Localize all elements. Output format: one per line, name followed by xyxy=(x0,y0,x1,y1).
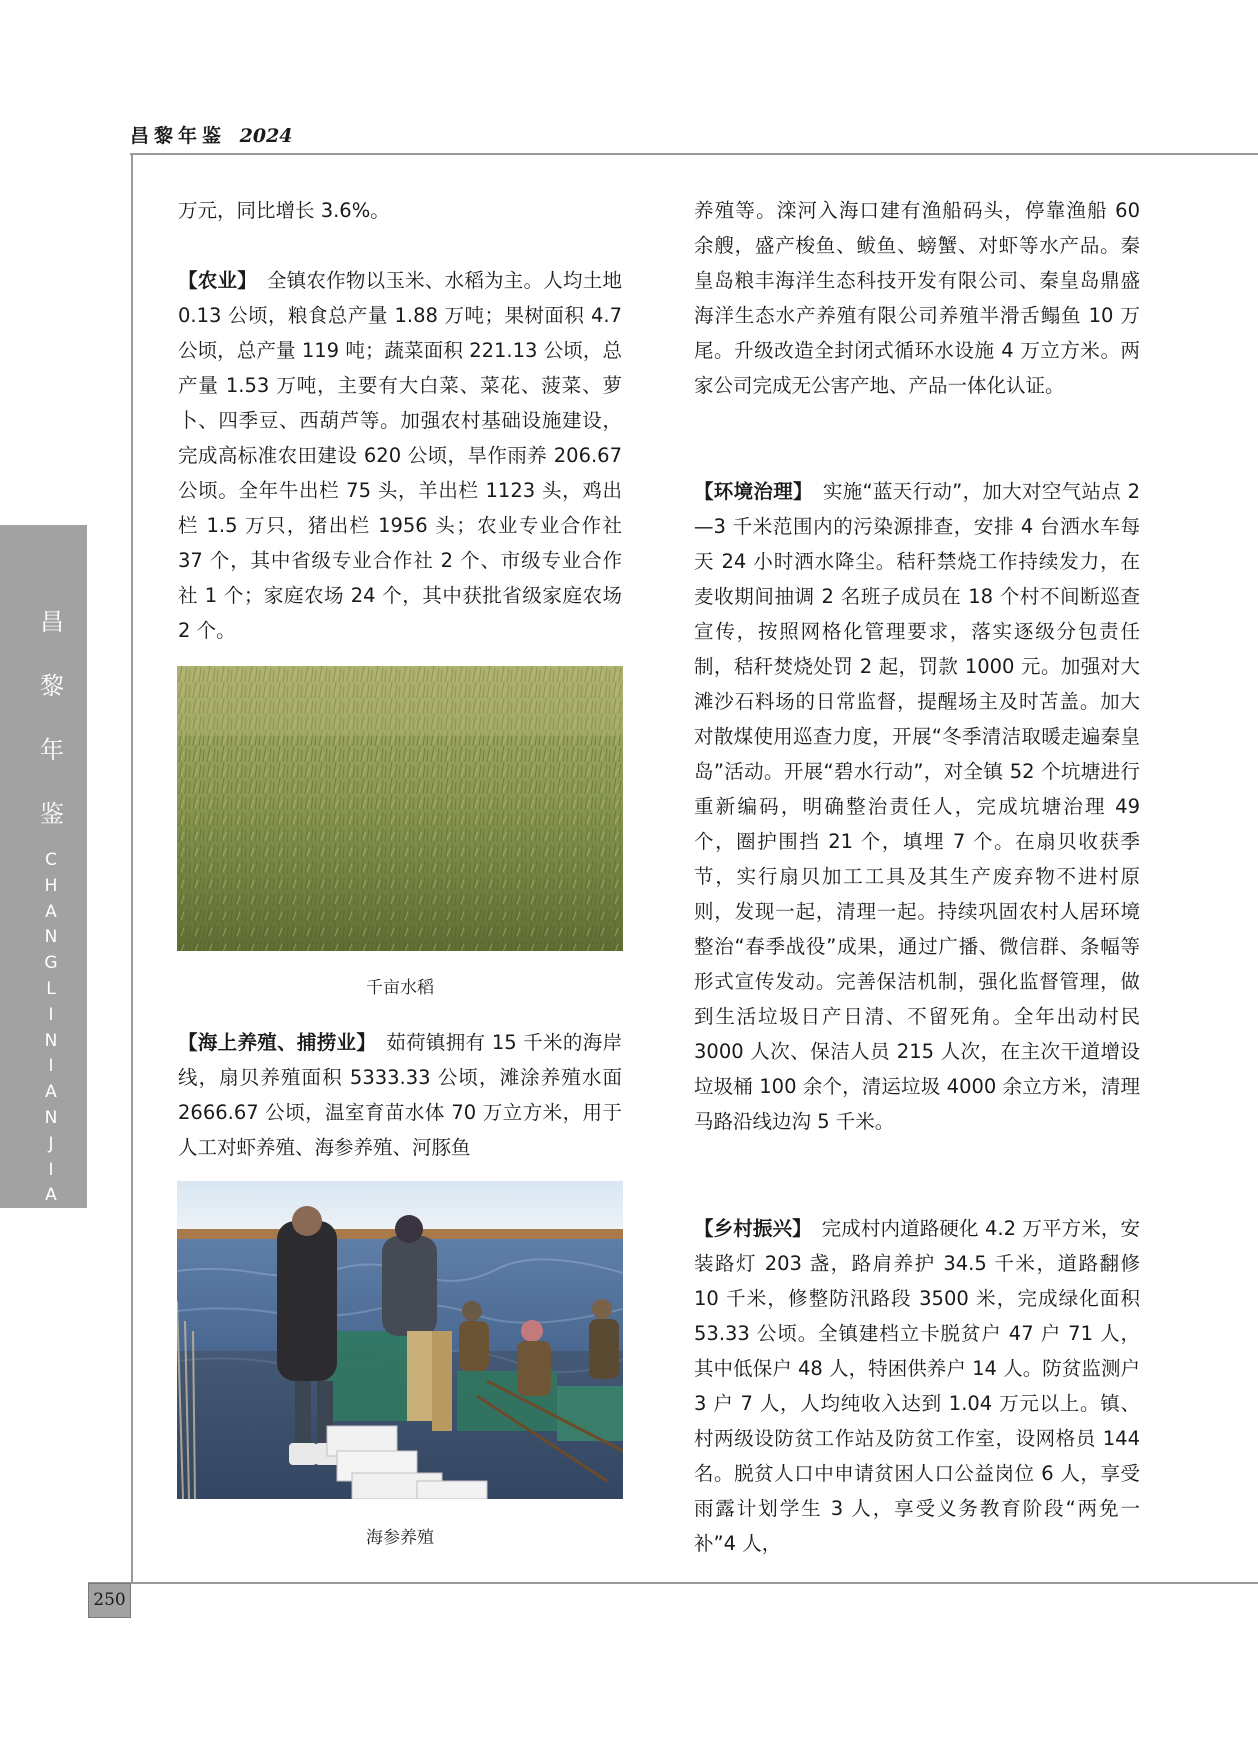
paragraph xyxy=(694,474,1140,1139)
side-en-char: H xyxy=(44,875,58,896)
side-en-char: N xyxy=(44,1107,58,1128)
aquaculture-text: 茹荷镇拥有 15 千米的海岸线，扇贝养殖面积 5333.33 公顷，滩涂养殖水面 2666.67 公顷，温室育苗水体 70 万立方米，用于人工对虾养殖、海参养殖、河豚鱼 xyxy=(178,1031,622,1159)
frame-bottom-rule xyxy=(88,1582,1258,1584)
section-tag-environment: 【环境治理】 xyxy=(694,480,804,503)
side-en-char: A xyxy=(45,1082,57,1103)
side-en-char: L xyxy=(46,978,56,999)
agriculture-text: 全镇农作物以玉米、水稻为主。人均土地 0.13 公顷，粮食总产量 1.88 万吨；果树面积 4.7 公顷，总产量 119 吨；蔬菜面积 221.13 公顷，总产量 1.53 万吨，主要有大白菜、菜花、菠菜、萝卜、四季豆、西葫芦等。加强农村基础设施建设，完成高标准农田建设 620 公顷，旱作雨养 206.67 公顷。全年牛出栏 75 头，羊出栏 1123 头，鸡出栏 1.5 万只，猪出栏 1956 头；农业专业合作社 37 个，其中省级专业合作社 2 个、市级专业合作社 1 个；家庭农场 24 个，其中获批省级家庭农场 2 个。 xyxy=(178,269,622,642)
aquaculture-continued xyxy=(694,193,1140,403)
side-en-char: I xyxy=(48,1159,54,1180)
section-tag-agriculture: 【农业】 xyxy=(178,269,248,292)
paragraph xyxy=(178,1025,622,1165)
side-en-char: J xyxy=(48,1133,54,1154)
page-number: 250 xyxy=(88,1583,131,1618)
aquaculture-section xyxy=(178,1025,622,1165)
side-cn-char: 昌 xyxy=(40,608,64,636)
side-en-char: I xyxy=(48,1056,54,1077)
frame-left-rule xyxy=(131,153,133,1583)
sea-cucumber-farming-photo xyxy=(177,1181,623,1499)
header-year: 2024 xyxy=(239,125,293,147)
agriculture-section xyxy=(178,263,622,648)
side-en-char: G xyxy=(44,953,58,974)
side-en-char: N xyxy=(44,1030,58,1051)
section-tag-rural: 【乡村振兴】 xyxy=(694,1217,803,1240)
side-en-char: I xyxy=(48,1004,54,1025)
side-tab-cn-title xyxy=(38,590,66,846)
left-column-intro xyxy=(178,193,622,228)
frame-top-rule xyxy=(130,153,1258,155)
yearbook-header xyxy=(130,121,293,148)
rural-revitalization-section xyxy=(694,1211,1140,1561)
rice-field-photo xyxy=(177,666,623,951)
side-en-char: A xyxy=(45,1185,57,1206)
paragraph xyxy=(694,1211,1140,1561)
photo-caption-rice: 千亩水稻 xyxy=(366,978,434,998)
environment-text: 实施“蓝天行动”，加大对空气站点 2—3 千米范围内的污染源排查，安排 4 台洒水车每天 24 小时洒水降尘。秸秆禁烧工作持续发力，在麦收期间抽调 2 名班子成员在 18 个村不间断巡查宣传，按照网格化管理要求，落实逐级分包责任制，秸秆焚烧处罚 2 起，罚款 1000 元。加强对大滩沙石料场的日常监督，提醒场主及时苫盖。加大对散煤使用巡查力度，开展“冬季清洁取暖走遍秦皇岛”活动。开展“碧水行动”，对全镇 52 个坑塘进行重新编码，明确整治责任人，完成坑塘治理 49 个，圈护围挡 21 个，填埋 7 个。在扇贝收获季节，实行扇贝加工工具及其生产废弃物不进村原则，发现一起，清理一起。持续巩固农村人居环境整治“春季战役”成果，通过广播、微信群、条幅等形式宣传发动。完善保洁机制，强化监督管理，做到生活垃圾日产日清、不留死角。全年出动村民 3000 人次、保洁人员 215 人次，在主次干道增设垃圾桶 100 余个，清运垃圾 4000 余立方米，清理马路沿线边沟 5 千米。 xyxy=(694,480,1140,1133)
paragraph: 万元，同比增长 3.6%。 xyxy=(178,199,390,222)
side-en-char: N xyxy=(44,927,58,948)
side-cn-char: 黎 xyxy=(40,672,64,700)
photo-caption-sea-cucumber: 海参养殖 xyxy=(366,1528,434,1548)
side-cn-char: 年 xyxy=(40,736,64,764)
side-tab-en-title xyxy=(42,848,60,1235)
side-en-char: C xyxy=(45,850,57,870)
rural-text: 完成村内道路硬化 4.2 万平方米，安装路灯 203 盏，路肩养护 34.5 千米，道路翻修 10 千米，修整防汛路段 3500 米，完成绿化面积 53.33 公顷。全镇建档立卡脱贫户 47 户 71 人，其中低保户 48 人，特困供养户 14 人。防贫监测户 3 户 7 人，人均纯收入达到 1.04 万元以上。镇、村两级设防贫工作站及防贫工作室，设网格员 144 名。脱贫人口中申请贫困人口公益岗位 6 人，享受雨露计划学生 3 人，享受义务教育阶段“两免一补”4 人， xyxy=(694,1217,1140,1555)
side-cn-char: 鉴 xyxy=(40,800,64,828)
section-tag-aquaculture: 【海上养殖、捕捞业】 xyxy=(178,1031,367,1054)
header-title-text: 昌黎年鉴 xyxy=(130,125,227,147)
paragraph: 养殖等。滦河入海口建有渔船码头，停靠渔船 60 余艘，盛产梭鱼、鲅鱼、螃蟹、对虾等水产品。秦皇岛粮丰海洋生态科技开发有限公司、秦皇岛鼎盛海洋生态水产养殖有限公司养殖半滑舌鳎鱼 10 万尾。升级改造全封闭式循环水设施 4 万立方米。两家公司完成无公害产地、产品一体化认证。 xyxy=(694,199,1140,397)
side-en-char: A xyxy=(45,901,57,922)
paragraph xyxy=(178,263,622,648)
environment-section xyxy=(694,474,1140,1139)
side-en-char: N xyxy=(44,1211,58,1232)
